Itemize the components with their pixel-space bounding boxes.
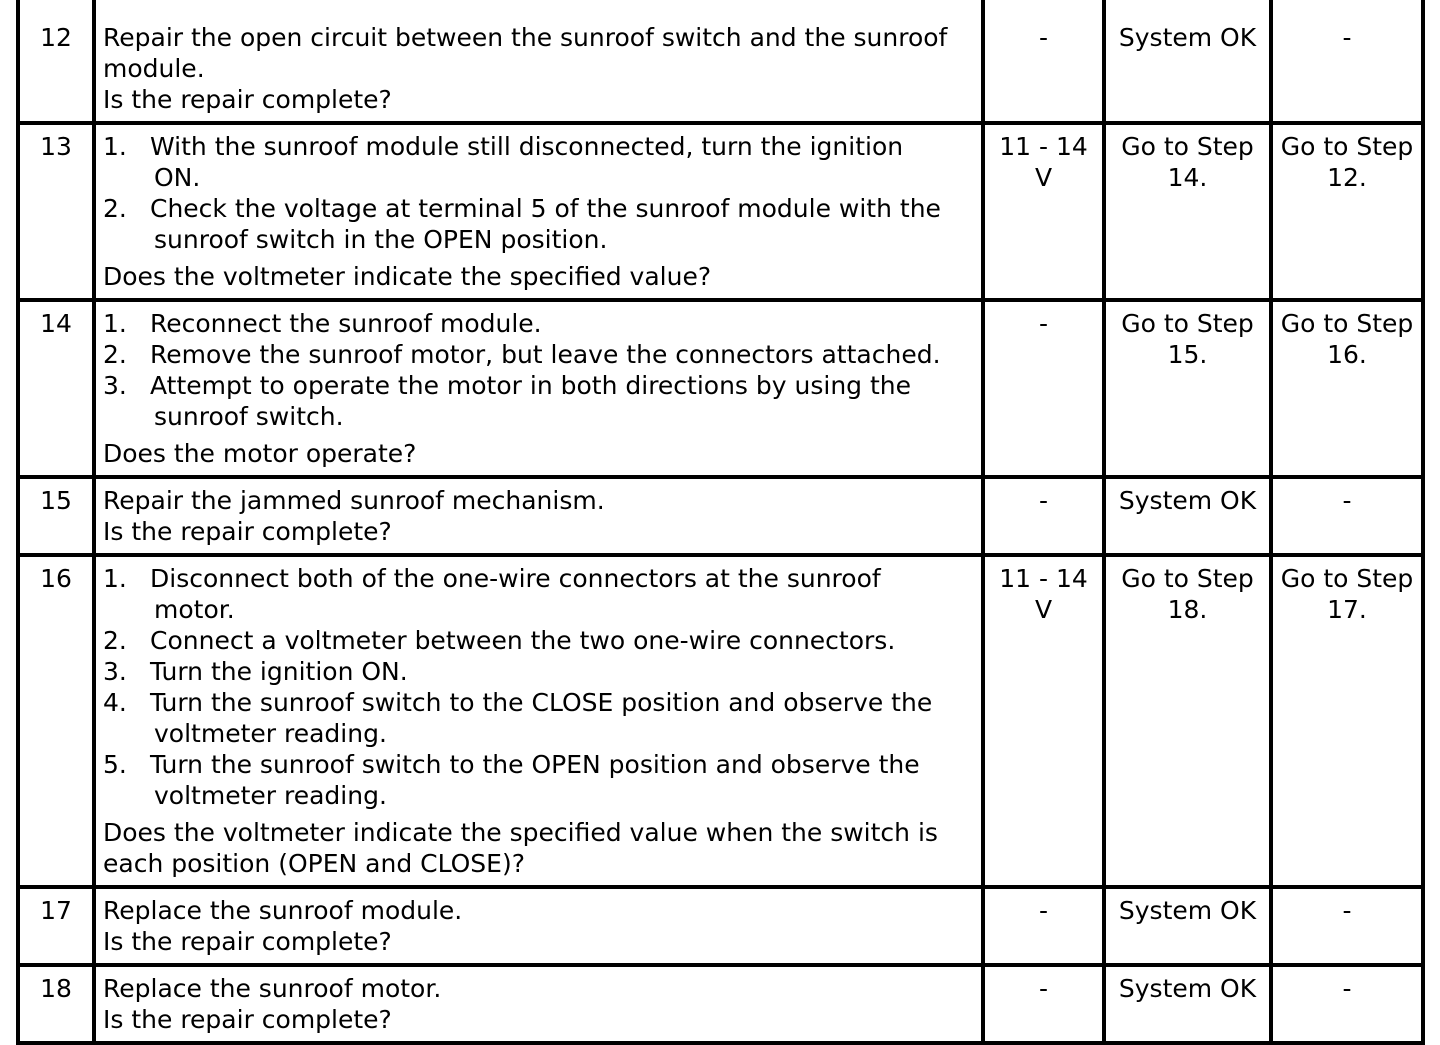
no-cell: - <box>1271 477 1423 555</box>
action-cell <box>94 123 983 300</box>
procedure-list <box>103 308 975 432</box>
procedure-item-continuation: voltmeter reading. <box>154 719 387 748</box>
action-cell <box>94 965 983 1043</box>
table-row <box>18 477 1423 555</box>
procedure-item-number: 1. <box>103 132 127 161</box>
procedure-item-line: Check the voltage at terminal 5 of the sunroof module with the <box>150 194 941 223</box>
step-number-cell: 17 <box>18 887 94 965</box>
procedure-item-number: 4. <box>103 688 127 717</box>
action-cell <box>94 300 983 477</box>
procedure-item-text <box>150 308 975 339</box>
table-row <box>18 300 1423 477</box>
action-text: Replace the sunroof module. <box>103 896 463 925</box>
procedure-item-text <box>150 339 975 370</box>
procedure-item-continuation: sunroof switch. <box>154 402 344 431</box>
step-number-cell: 15 <box>18 477 94 555</box>
step-number-cell: 18 <box>18 965 94 1043</box>
procedure-item-line: With the sunroof module still disconnected, turn the ignition <box>150 132 904 161</box>
procedure-item-text <box>150 563 975 625</box>
question-text: Is the repair complete? <box>103 517 392 546</box>
question-text: Is the repair complete? <box>103 927 392 956</box>
procedure-item-number: 3. <box>103 371 127 400</box>
procedure-item-text <box>150 193 975 255</box>
value-cell: - <box>983 0 1104 123</box>
procedure-item-line: Connect a voltmeter between the two one-wire connectors. <box>150 626 896 655</box>
procedure-item-number: 3. <box>103 657 127 686</box>
value-cell: - <box>983 965 1104 1043</box>
action-text: Repair the jammed sunroof mechanism. <box>103 486 605 515</box>
value-cell: - <box>983 887 1104 965</box>
procedure-item-number: 2. <box>103 194 127 223</box>
table-row <box>18 887 1423 965</box>
procedure-item-continuation: ON. <box>154 163 201 192</box>
procedure-list <box>103 563 975 811</box>
procedure-item-line: Reconnect the sunroof module. <box>150 309 542 338</box>
yes-cell: Go to Step 18. <box>1104 555 1271 887</box>
procedure-item <box>103 193 975 255</box>
procedure-item-line: Attempt to operate the motor in both directions by using the <box>150 371 912 400</box>
question-text: Is the repair complete? <box>103 85 392 114</box>
procedure-item-line: Turn the sunroof switch to the OPEN position and observe the <box>150 750 920 779</box>
procedure-item-number: 2. <box>103 626 127 655</box>
procedure-item-line: Turn the sunroof switch to the CLOSE position and observe the <box>150 688 933 717</box>
procedure-item-number: 1. <box>103 564 127 593</box>
procedure-item <box>103 687 975 749</box>
procedure-item-text <box>150 131 975 193</box>
procedure-item-continuation: motor. <box>154 595 235 624</box>
procedure-item <box>103 563 975 625</box>
procedure-item-number: 5. <box>103 750 127 779</box>
table-row <box>18 0 1423 123</box>
yes-cell: Go to Step 15. <box>1104 300 1271 477</box>
table-body <box>18 0 1423 1043</box>
yes-cell: System OK <box>1104 965 1271 1043</box>
diagnostic-table <box>16 0 1425 1045</box>
action-cell <box>94 555 983 887</box>
procedure-item-line: Remove the sunroof motor, but leave the connectors attached. <box>150 340 941 369</box>
step-number-cell: 12 <box>18 0 94 123</box>
procedure-item-text <box>150 370 975 432</box>
value-cell: - <box>983 300 1104 477</box>
value-cell: 11 - 14 V <box>983 123 1104 300</box>
no-cell: Go to Step 17. <box>1271 555 1423 887</box>
procedure-item <box>103 749 975 811</box>
procedure-item-continuation: sunroof switch in the OPEN position. <box>154 225 608 254</box>
yes-cell: System OK <box>1104 0 1271 123</box>
procedure-item <box>103 131 975 193</box>
no-cell: - <box>1271 0 1423 123</box>
no-cell: - <box>1271 887 1423 965</box>
no-cell: Go to Step 12. <box>1271 123 1423 300</box>
action-text: Replace the sunroof motor. <box>103 974 442 1003</box>
action-cell <box>94 477 983 555</box>
table-row <box>18 123 1423 300</box>
step-number-cell: 13 <box>18 123 94 300</box>
action-cell <box>94 0 983 123</box>
action-text: Repair the open circuit between the sunroof switch and the sunroof <box>103 23 948 52</box>
table-row <box>18 965 1423 1043</box>
procedure-item-text <box>150 749 975 811</box>
procedure-item-text <box>150 625 975 656</box>
value-cell: - <box>983 477 1104 555</box>
no-cell: Go to Step 16. <box>1271 300 1423 477</box>
question-text: Does the voltmeter indicate the specified value when the switch is each position (OPEN and CLOSE)? <box>103 818 938 878</box>
question-text: Does the voltmeter indicate the specified value? <box>103 262 712 291</box>
value-cell: 11 - 14 V <box>983 555 1104 887</box>
procedure-item-line: Disconnect both of the one-wire connectors at the sunroof <box>150 564 881 593</box>
procedure-list <box>103 131 975 255</box>
no-cell: - <box>1271 965 1423 1043</box>
step-number-cell: 14 <box>18 300 94 477</box>
procedure-item <box>103 339 975 370</box>
action-cell <box>94 887 983 965</box>
procedure-item <box>103 625 975 656</box>
yes-cell: Go to Step 14. <box>1104 123 1271 300</box>
procedure-item <box>103 656 975 687</box>
yes-cell: System OK <box>1104 887 1271 965</box>
procedure-item-text <box>150 687 975 749</box>
procedure-item-text <box>150 656 975 687</box>
procedure-item-continuation: voltmeter reading. <box>154 781 387 810</box>
step-number-cell: 16 <box>18 555 94 887</box>
procedure-item <box>103 370 975 432</box>
procedure-item-number: 2. <box>103 340 127 369</box>
yes-cell: System OK <box>1104 477 1271 555</box>
question-text: Does the motor operate? <box>103 439 417 468</box>
procedure-item-line: Turn the ignition ON. <box>150 657 408 686</box>
question-text: Is the repair complete? <box>103 1005 392 1034</box>
procedure-item-number: 1. <box>103 309 127 338</box>
table-row <box>18 555 1423 887</box>
action-text: module. <box>103 54 205 83</box>
procedure-item <box>103 308 975 339</box>
